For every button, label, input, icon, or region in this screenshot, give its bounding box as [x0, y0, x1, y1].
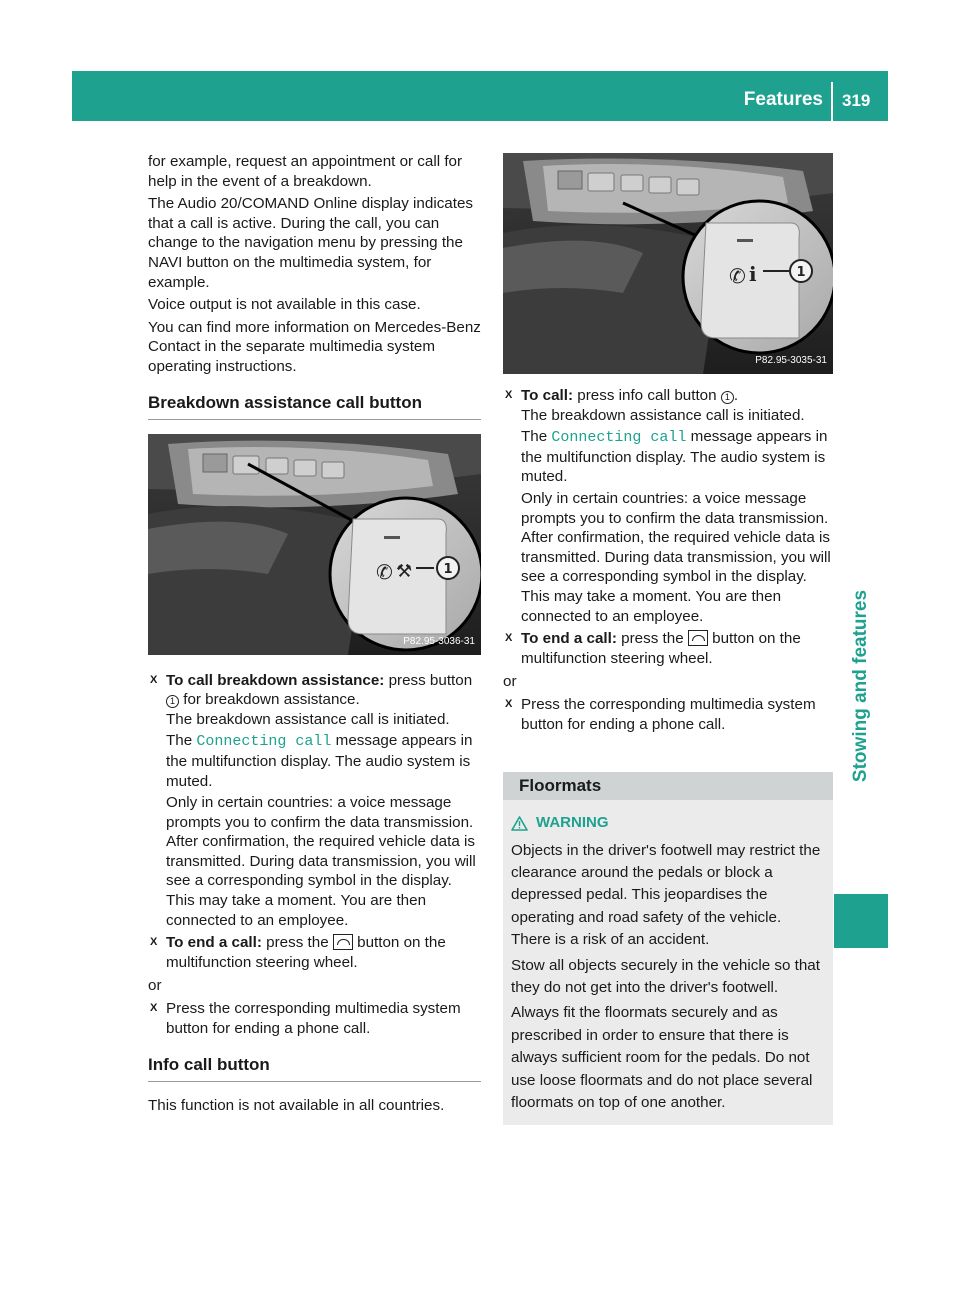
- floormats-heading: Floormats: [503, 772, 833, 800]
- step-label: To end a call:: [166, 934, 262, 952]
- info-button-photo: [503, 153, 833, 374]
- step-end-call: X To end a call: press the button on the multifunction steering wheel.: [150, 934, 446, 971]
- step-end-call: X To end a call: press the button on the multifunction steering wheel.: [505, 630, 801, 667]
- arrow-icon: X: [150, 673, 158, 686]
- callout-number-icon: 1: [721, 391, 734, 404]
- warning-paragraph: Always fit the floormats securely and as prescribed in order to ensure that there is always sufficient room for the pedals. Do not use loose floormats and do not place several floormats on top of one another.: [511, 1004, 813, 1111]
- intro-paragraph: The Audio 20/COMAND Online display indicates that a call is active. During the call, you can change to the navigation menu by pressing the NAVI button on the multimedia system, for example.: [148, 195, 474, 291]
- arrow-icon: X: [150, 1002, 158, 1015]
- warning-paragraph: Objects in the driver's footwell may restrict the clearance around the pedals or block a depressed pedal. This jeopardises the operating and road safety of the vehicle. There is a risk of an accident.: [511, 841, 821, 949]
- arrow-icon: X: [150, 936, 158, 949]
- info-paragraph: This function is not available in all countries.: [148, 1097, 445, 1115]
- warning-label: WARNING: [536, 814, 609, 832]
- arrow-icon: X: [505, 697, 513, 710]
- display-message: Connecting call: [196, 733, 332, 751]
- svg-text:⚒: ⚒: [396, 560, 413, 582]
- hang-up-icon: [333, 934, 353, 950]
- svg-text:1: 1: [443, 561, 453, 577]
- right-column: [503, 153, 833, 1125]
- svg-text:✆: ✆: [376, 559, 393, 584]
- overhead-console-illustration: [148, 434, 481, 655]
- intro-paragraph: for example, request an appointment or call for help in the event of a breakdown.: [148, 153, 463, 190]
- warning-header: [511, 812, 823, 834]
- page-section-title: Features: [743, 89, 823, 110]
- step-label: To call breakdown assistance:: [166, 671, 385, 689]
- page-number: 319: [842, 91, 871, 110]
- step-press-button: X Press the corresponding multimedia system button for ending a phone call.: [505, 695, 816, 733]
- display-message: Connecting call: [551, 429, 687, 447]
- step-info-call: X To call: press info call button 1 . The breakdown assistance call is initiated. The Connecting call message appears in the multifunction display. The audio system is muted. Only in certain countries: a voice message prompts you to confirm the data transmission. After confirmation, the required vehicle data is transmitted. During data transmission, you will see a corresponding symbol in the display. This may take a moment. You are then connected to an employee.: [505, 387, 831, 625]
- overhead-console-illustration: [503, 153, 833, 374]
- warning-triangle-icon: [511, 816, 528, 831]
- step-label: To end a call:: [521, 630, 617, 648]
- photo-code: P82.95-3036-31: [403, 635, 475, 647]
- left-column: [148, 152, 481, 1119]
- callout-number-icon: 1: [166, 695, 179, 708]
- or-text: or: [148, 977, 162, 995]
- svg-text:✆: ✆: [729, 264, 746, 288]
- header-divider: [831, 82, 833, 121]
- arrow-icon: X: [505, 389, 513, 401]
- side-tab-label: Stowing and features: [850, 589, 872, 783]
- step-press-button: X Press the corresponding multimedia system button for ending a phone call.: [150, 1000, 461, 1037]
- photo-code: P82.95-3035-31: [755, 355, 827, 367]
- section-heading-info: Info call button: [148, 1054, 481, 1082]
- step-call-breakdown: X To call breakdown assistance: press button 1 for breakdown assistance. The breakdown assistance call is initiated. The Connecting call message appears in the multifunction display. The audio system is muted. Only in certain countries: a voice message prompts you to confirm the data transmission. After confirmation, the required vehicle data is transmitted. During data transmission, you will see a corresponding symbol in the display. This may take a moment. You are then connected to an employee.: [150, 671, 476, 929]
- warning-paragraph: Stow all objects securely in the vehicle so that they do not get into the driver's footwell.: [511, 956, 820, 996]
- arrow-icon: X: [505, 632, 513, 645]
- intro-paragraph: Voice output is not available in this case.: [148, 296, 421, 314]
- section-heading-breakdown: Breakdown assistance call button: [148, 392, 481, 420]
- hang-up-icon: [688, 630, 708, 646]
- intro-paragraph: You can find more information on Mercedes-Benz Contact in the separate multimedia system operating instructions.: [148, 318, 481, 375]
- step-label: To call:: [521, 387, 574, 404]
- svg-text:i: i: [749, 262, 757, 286]
- svg-text:1: 1: [796, 265, 806, 280]
- or-text: or: [503, 673, 517, 691]
- floormats-box: [503, 772, 833, 1125]
- side-tab-marker: [834, 894, 888, 948]
- breakdown-button-photo: [148, 434, 481, 655]
